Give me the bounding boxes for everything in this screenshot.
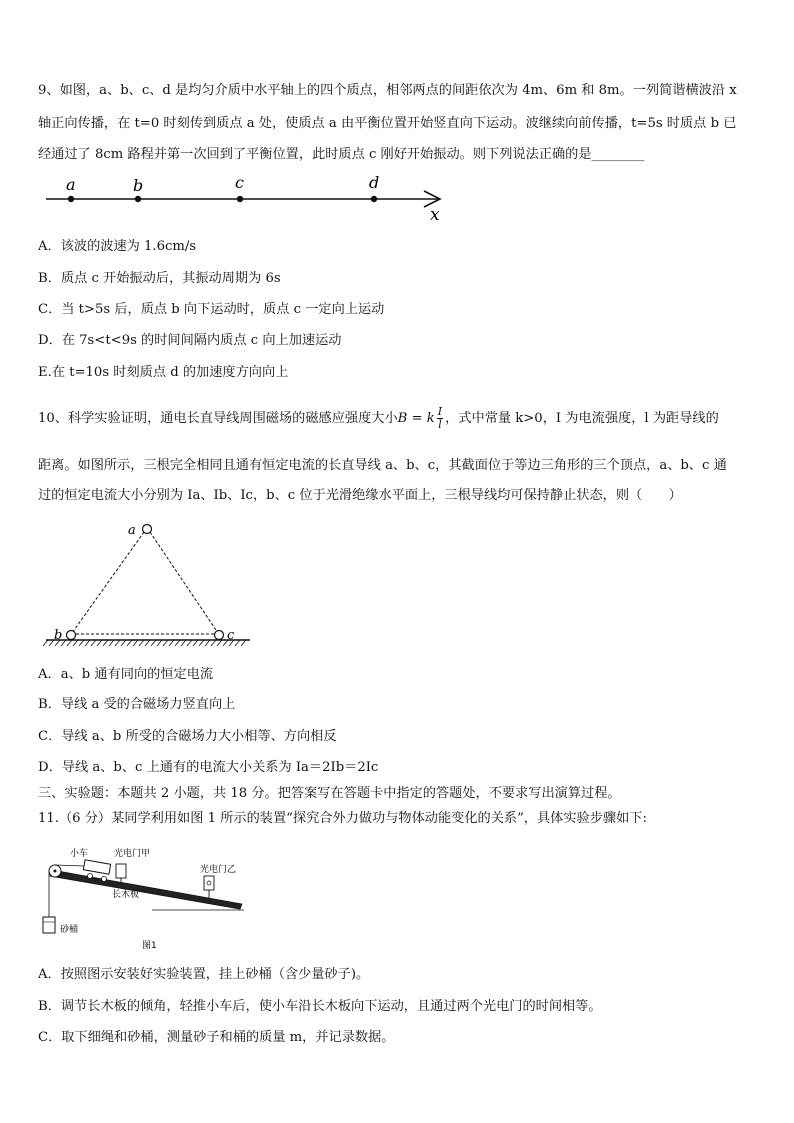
pulley-axle [54,870,57,873]
hatch-mark [193,640,198,646]
formula-numerator: I [437,405,443,418]
hatch-mark [115,640,120,646]
wire-b [67,631,76,640]
hatch-mark [223,640,228,646]
hatch-mark [217,640,222,646]
cart-label: 小车 [70,849,89,859]
q9-option-c: C．当 t>5s 后，质点 b 向下运动时，质点 c 一定向上运动 [38,302,385,317]
hatch-mark [151,640,156,646]
q9-text-line-1: 9、如图，a、b、c、d 是均匀介质中水平轴上的四个质点，相邻两点的间距依次为 4m、6m 和 8m。一列简谐横波沿 x [38,83,737,98]
q10-option-b: B．导线 a 受的合磁场力竖直向上 [38,697,236,712]
point-b-dot [135,196,141,202]
q10-option-c: C．导线 a、b 所受的合磁场力大小相等、方向相反 [38,729,337,744]
q10-option-a: A．a、b 通有同向的恒定电流 [38,667,214,682]
hatch-mark [169,640,174,646]
hatch-mark [241,640,246,646]
q9-text-line-2: 轴正向传播，在 t=0 时刻传到质点 a 处，使质点 a 由平衡位置开始竖直向下运动。波继续向前传播，t=5s 时质点 b 已 [38,116,737,131]
hatch-mark [121,640,126,646]
hatch-mark [199,640,204,646]
point-c-label: c [235,173,244,192]
q11-step-a: A．按照图示安装好实验装置，挂上砂桶（含少量砂子)。 [38,967,370,982]
hatch-mark [181,640,186,646]
hatch-mark [73,640,78,646]
x-axis-label: x [430,205,440,224]
q9-option-b: B．质点 c 开始振动后，其振动周期为 6s [38,271,281,286]
q10-triangle-figure [40,518,260,650]
point-a-label: a [66,175,76,194]
point-d-label: d [369,173,380,192]
hatch-mark [67,640,72,646]
hatch-mark [145,640,150,646]
hatch-mark [97,640,102,646]
hatch-mark [109,640,114,646]
point-d-dot [371,196,377,202]
wire-a-label: a [128,523,136,538]
hatch-mark [211,640,216,646]
hatch-mark [91,640,96,646]
q10-text-line-1 [38,402,756,436]
hatch-mark [187,640,192,646]
wire-a [143,525,152,534]
cart-wheel-2 [102,877,107,882]
hatch-mark [49,640,54,646]
q11-text-line-1: 11.（6 分）某同学利用如图 1 所示的装置“探究合外力做功与物体动能变化的关系”，具体实验步骤如下: [38,811,647,826]
hatch-mark [103,640,108,646]
hatch-mark [133,640,138,646]
q9-option-d: D．在 7s<t<9s 的时间间隔内质点 c 向上加速运动 [38,333,342,348]
q10-text-line-3: 过的恒定电流大小分别为 Ia、Ib、Ic，b、c 位于光滑绝缘水平面上，三根导线均可保持静止状态，则（ ） [38,488,682,503]
sand-bucket [43,917,55,933]
hatch-mark [79,640,84,646]
q9-option-e: E.在 t=10s 时刻质点 d 的加速度方向向上 [38,365,289,380]
section-3-heading: 三、实验题：本题共 2 小题，共 18 分。把答案写在答题卡中指定的答题处，不要求写出演算过程。 [38,786,621,801]
q10-option-d: D．导线 a、b、c 上通有的电流大小关系为 Ia＝2Ib＝2Ic [38,760,379,775]
bucket-label: 砂桶 [60,925,79,935]
photogate-2 [204,876,214,890]
formula-denominator: l [438,418,442,431]
q9-text-line-3: 经通过了 8cm 路程并第一次回到了平衡位置，此时质点 c 刚好开始振动。则下列说法正确的是________ [38,147,645,162]
q9-axis-figure [40,172,460,224]
photogate-1 [116,864,126,878]
wire-c [215,631,224,640]
q10-text-line-2: 距离。如图所示，三根完全相同且通有恒定电流的长直导线 a、b、c，其截面位于等边三角形的三个顶点，a、b、c 通 [38,458,727,473]
hatch-mark [157,640,162,646]
q11-apparatus-figure [40,842,250,954]
hatch-mark [127,640,132,646]
figure-caption: 图1 [142,941,157,951]
cart-wheel-1 [88,874,93,879]
hatch-mark [163,640,168,646]
q10-line1-start: 10、科学实验证明，通电长直导线周围磁场的磁感应强度大小 [38,411,398,426]
hatch-mark [139,640,144,646]
edge-ab [72,532,144,633]
hatch-mark [175,640,180,646]
formula-fraction [437,406,443,431]
photogate-2-label: 光电门乙 [200,865,237,875]
hatch-mark [205,640,210,646]
formula-lhs: B = k [397,411,435,426]
ground-hatching [43,640,246,646]
wire-b-label: b [54,628,63,643]
hatch-mark [235,640,240,646]
board-label: 长木板 [112,890,140,900]
wire-c-label: c [227,628,235,643]
q11-step-c: C．取下细绳和砂桶，测量砂子和桶的质量 m，并记录数据。 [38,1030,395,1045]
hatch-mark [43,640,48,646]
cart-body [83,860,110,874]
q11-step-b: B．调节长木板的倾角，轻推小车后，使小车沿长木板向下运动，且通过两个光电门的时间相等。 [38,999,602,1014]
hatch-mark [85,640,90,646]
edge-ac [150,532,218,633]
string-to-cart [55,865,86,866]
point-a-dot [68,196,74,202]
q9-option-a: A．该波的波速为 1.6cm/s [38,239,197,254]
point-b-label: b [133,176,144,195]
point-c-dot [237,196,243,202]
photogate-1-label: 光电门甲 [114,849,151,859]
q10-line1-end: ，式中常量 k>0，I 为电流强度，l 为距导线的 [445,411,719,426]
